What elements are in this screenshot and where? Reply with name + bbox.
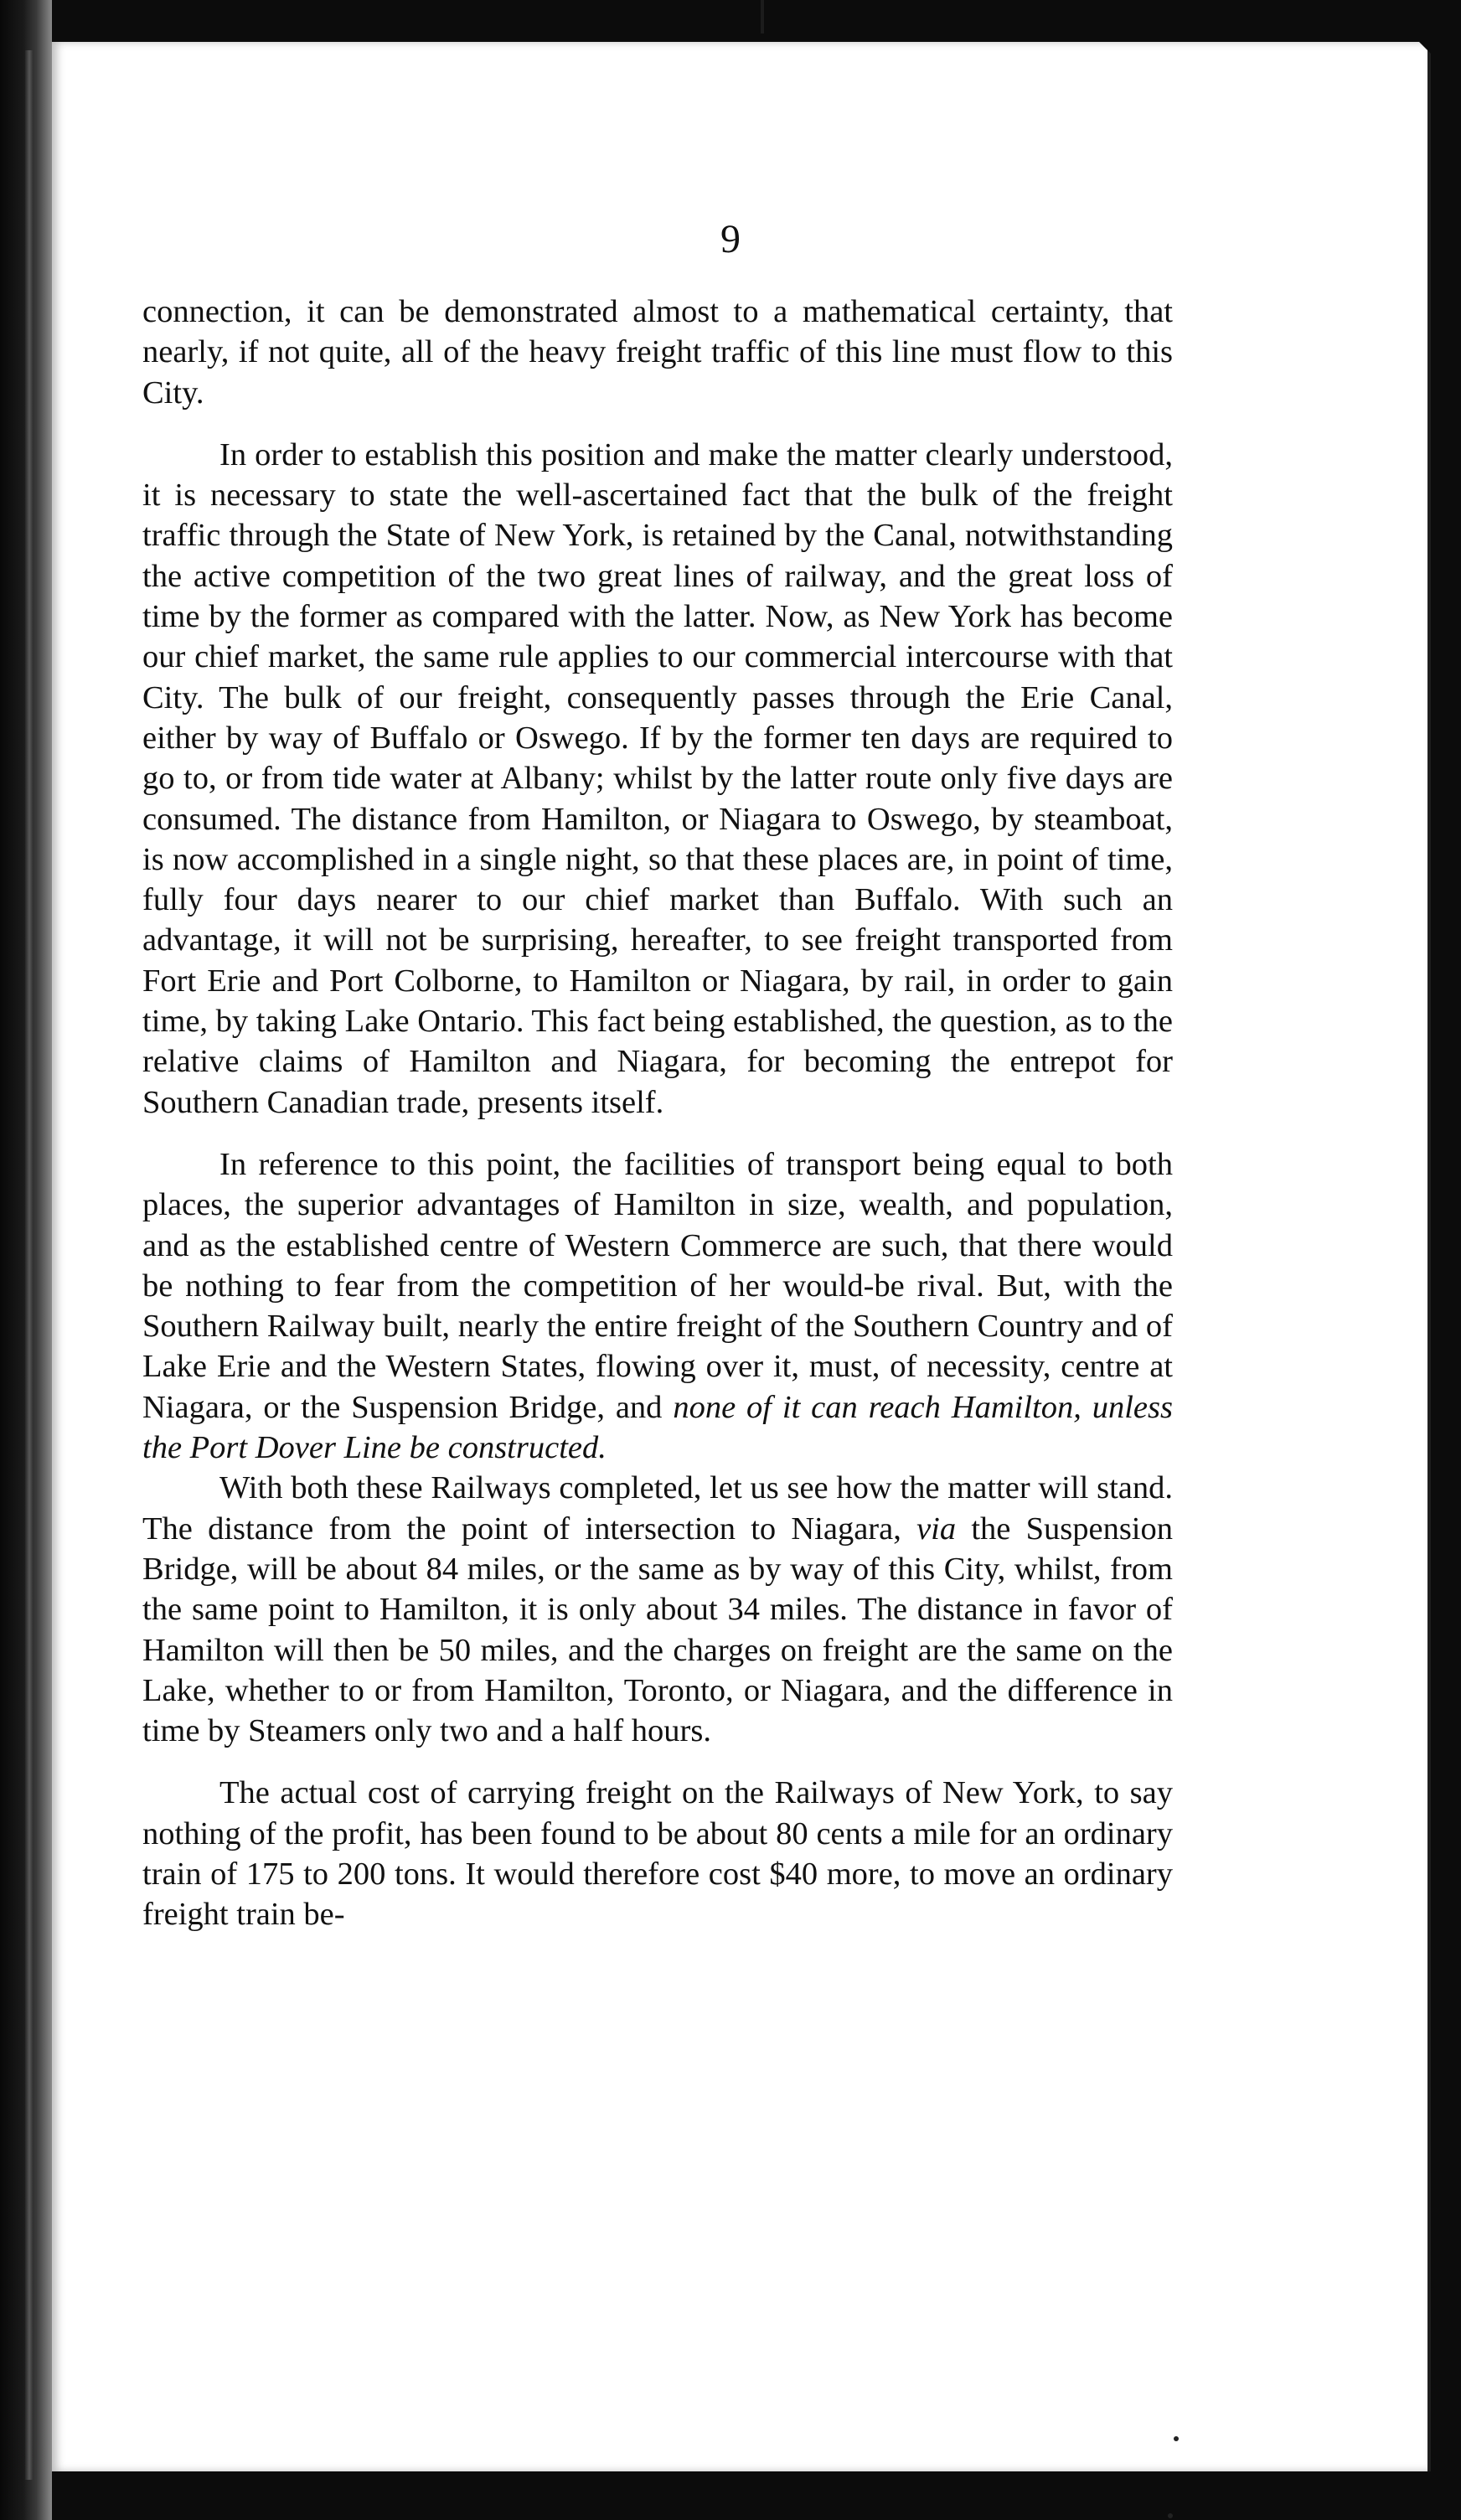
italic-text: none of it can reach Hamilton, unless the Port Dover Line be constructed. — [142, 1389, 1173, 1466]
paragraph-text: With both these Railways completed, let us see how the matter will stand. The distance from the point of intersection to Niagara, — [142, 1470, 1173, 1547]
ink-speck — [1168, 2513, 1173, 2518]
paragraph-text: the Suspension Bridge, will be about 84 miles, or the same as by way of this City, whilst, from the same point to Hamilton, it is only about 34 miles. The distance in favor of Hamilton will then be 50 miles, and the charges on freight are the same on the Lake, whether to or from Hamilton, Toronto, or Niagara, and the difference in time by Steamers only two and a half hours. — [142, 1510, 1173, 1749]
scan-top-mark — [761, 0, 764, 34]
page-number: 9 — [720, 217, 741, 261]
italic-text: via — [916, 1510, 957, 1547]
body-text — [142, 292, 1173, 1935]
folded-corner — [1417, 40, 1439, 62]
paragraph-text: The actual cost of carrying freight on the Railways of New York, to say nothing of the profit, has been found to be about 80 cents a mile for an ordinary train of 175 to 200 tons. It would therefore cost $40 more, to move an ordinary freight train be- — [142, 1775, 1173, 1933]
spine-highlight — [25, 50, 34, 2480]
paragraph — [142, 435, 1173, 1123]
paragraph-text: connection, it can be demonstrated almost to a mathematical certainty, that nearly, if not quite, all of the heavy freight traffic of this line must flow to this City. — [142, 294, 1173, 411]
paragraph — [142, 1468, 1173, 1751]
paragraph-text: In order to establish this position and make the matter clearly understood, it is necessary to state the well-ascertained fact that the bulk of the freight traffic through the State of New York, is retained by the Canal, notwithstanding the active competition of the two great lines of railway, and the great loss of time by the former as compared with the latter. Now, as New York has become our chief market, the same rule applies to our commercial intercourse with that City. The bulk of our freight, consequently passes through the Erie Canal, either by way of Buffalo or Oswego. If by the former ten days are required to go to, or from tide water at Albany; whilst by the latter route only five days are consumed. The distance from Hamilton, or Niagara to Oswego, by steamboat, is now accomplished in a single night, so that these places are, in point of time, fully four days nearer to our chief market than Buffalo. With such an advantage, it will not be surprising, hereafter, to see freight transported from Fort Erie and Port Colborne, to Hamilton or Niagara, by rail, in order to gain time, by taking Lake Ontario. This fact being established, the question, as to the relative claims of Hamilton and Niagara, for becoming the entrepot for Southern Canadian trade, presents itself. — [142, 436, 1173, 1120]
ink-speck — [1174, 2436, 1179, 2441]
paragraph — [142, 1773, 1173, 1934]
paragraph — [142, 292, 1173, 413]
book-spine-edge — [0, 0, 52, 2520]
paragraph-text: In reference to this point, the facilities of transport being equal to both places, the superior advantages of Hamilton in size, wealth, and population, and as the established centre of Western Commerce are such, that there would be nothing to fear from the competition of her would-be rival. But, with the Southern Railway built, nearly the entire freight of the Southern Country and of Lake Erie and the Western States, flowing over it, must, of necessity, centre at Niagara, or the Suspension Bridge, and — [142, 1146, 1173, 1425]
paragraph — [142, 1144, 1173, 1468]
